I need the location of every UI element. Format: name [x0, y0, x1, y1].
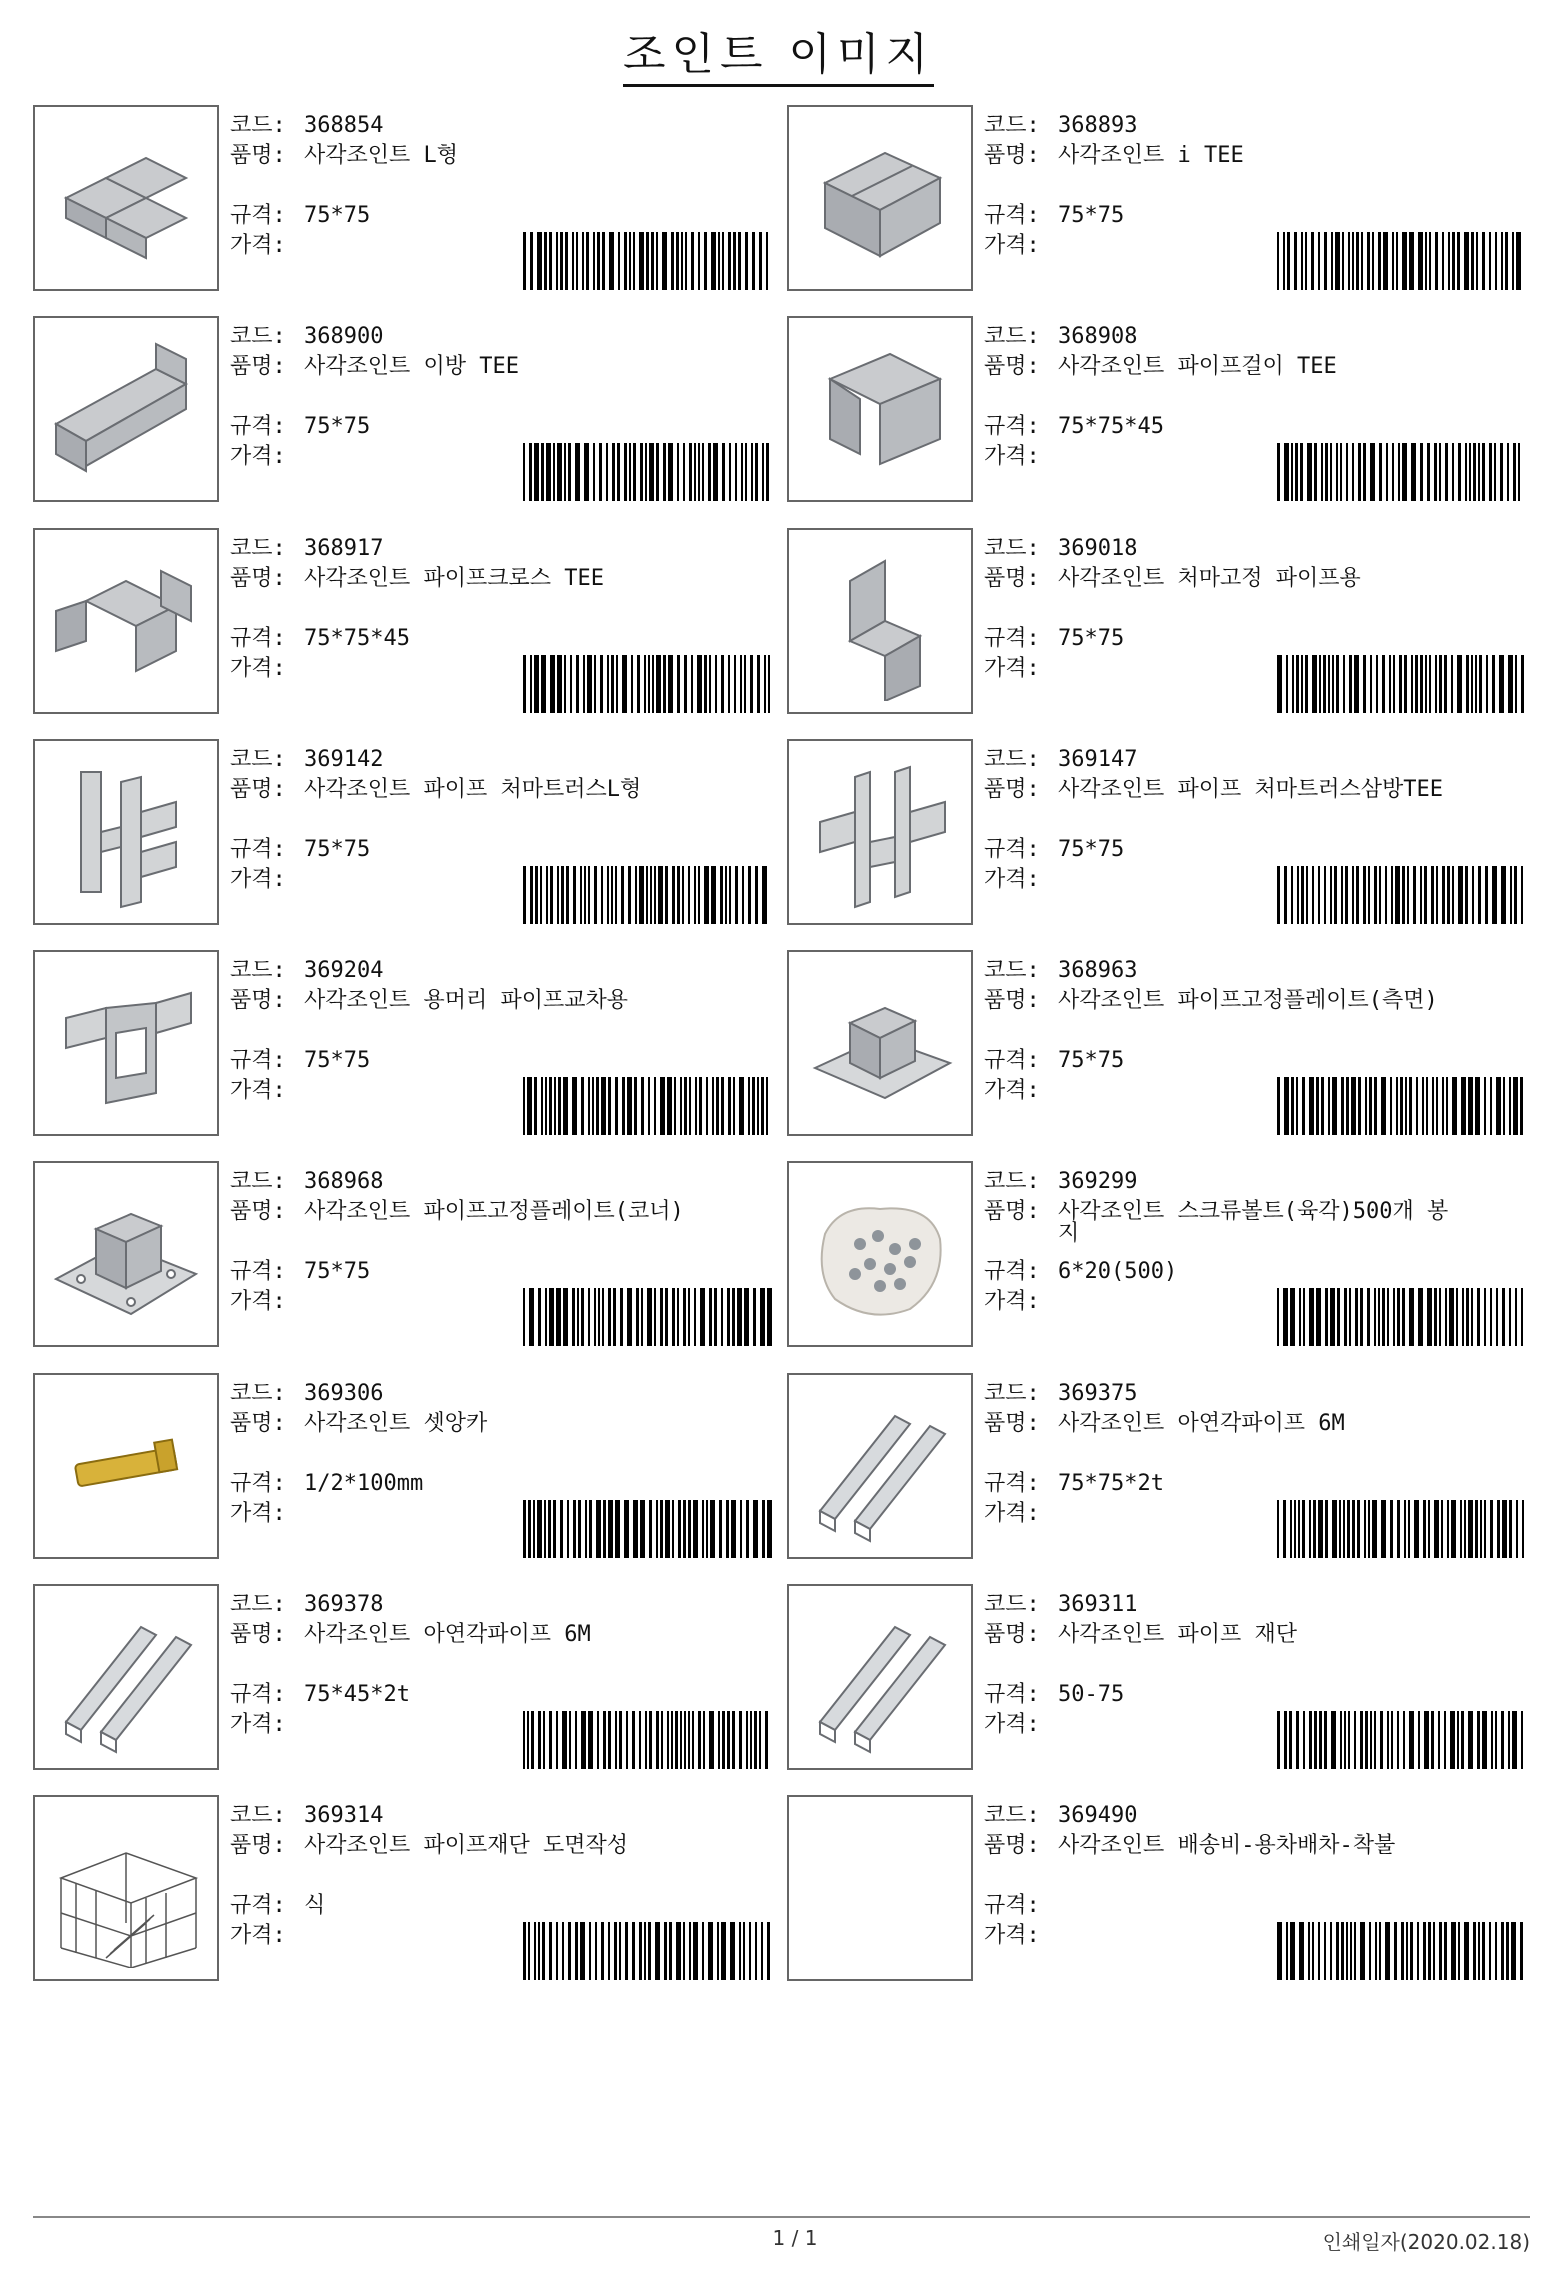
product-card	[33, 105, 787, 316]
product-image	[33, 105, 219, 291]
barcode	[523, 443, 773, 501]
base-plate-corner-icon	[46, 1174, 206, 1334]
spacer	[230, 1227, 770, 1257]
code-row	[984, 1379, 1524, 1409]
product-image	[787, 1795, 973, 1981]
code-label: 코드:	[984, 746, 1040, 772]
price-label: 가격:	[230, 444, 286, 470]
product-card	[33, 1584, 787, 1795]
code-value: 369314	[304, 1803, 384, 1829]
two-way-tee-icon	[46, 329, 206, 489]
code-value: 369311	[1058, 1592, 1138, 1618]
spec-label: 규격:	[984, 1682, 1040, 1708]
code-row	[984, 1590, 1524, 1620]
name-row	[230, 1831, 770, 1861]
code-value: 368908	[1058, 324, 1138, 350]
code-row	[230, 1590, 770, 1620]
spec-label: 규격:	[984, 1893, 1040, 1919]
code-label: 코드:	[230, 958, 286, 984]
name-label: 품명:	[230, 776, 286, 802]
price-label: 가격:	[230, 866, 286, 892]
spec-label: 규격:	[230, 1048, 286, 1074]
spec-label: 규격:	[230, 1259, 286, 1285]
spec-label: 규격:	[984, 414, 1040, 440]
code-row	[984, 322, 1524, 352]
product-card	[787, 316, 1537, 527]
spec-row	[230, 835, 770, 865]
name-row	[984, 352, 1524, 382]
code-label: 코드:	[230, 746, 286, 772]
name-label: 품명:	[230, 143, 286, 168]
price-label: 가격:	[230, 1923, 286, 1949]
spec-value: 75*75*2t	[1058, 1470, 1164, 1496]
indent	[984, 1219, 1058, 1249]
spec-row	[984, 624, 1524, 654]
product-grid	[33, 105, 1538, 2007]
spec-row	[230, 1046, 770, 1076]
code-value: 369204	[304, 958, 384, 984]
square-pipe-icon	[46, 1597, 206, 1757]
name-row	[984, 775, 1524, 805]
page-number: 1 / 1	[772, 2226, 818, 2250]
spec-row	[230, 201, 770, 231]
pipe-cross-tee-icon	[46, 541, 206, 701]
spec-row	[984, 1046, 1524, 1076]
spec-row	[230, 1257, 770, 1287]
barcode	[1277, 232, 1527, 290]
code-label: 코드:	[984, 1592, 1040, 1618]
l-joint-icon	[46, 118, 206, 278]
spacer	[984, 1861, 1524, 1891]
price-label: 가격:	[984, 233, 1040, 258]
ridge-cross-icon	[46, 963, 206, 1123]
name-value: 사각조인트 파이프고정플레이트(측면)	[1058, 988, 1438, 1014]
product-image	[33, 950, 219, 1136]
spec-label: 규격:	[984, 836, 1040, 862]
spec-label: 규격:	[230, 203, 286, 228]
name-label: 품명:	[984, 143, 1040, 168]
spec-row	[230, 624, 770, 654]
name-label: 품명:	[230, 1410, 286, 1436]
product-card	[787, 1584, 1537, 1795]
name-label: 품명:	[984, 354, 1040, 380]
code-label: 코드:	[230, 1380, 286, 1406]
price-label: 가격:	[984, 1712, 1040, 1738]
barcode	[523, 232, 773, 290]
price-label: 가격:	[984, 655, 1040, 681]
spec-row	[984, 835, 1524, 865]
code-row	[230, 534, 770, 564]
spec-label: 규격:	[230, 625, 286, 651]
spec-value: 75*75	[1058, 625, 1125, 651]
name-row	[230, 1197, 770, 1227]
code-value: 368963	[1058, 958, 1138, 984]
spacer	[230, 805, 770, 835]
barcode	[1277, 655, 1527, 713]
spec-value: 식	[304, 1893, 326, 1919]
spec-value: 75*45*2t	[304, 1682, 410, 1708]
barcode	[1277, 443, 1527, 501]
code-value: 368968	[304, 1169, 384, 1195]
barcode	[523, 1500, 773, 1558]
code-label: 코드:	[230, 1169, 286, 1195]
name-row	[984, 1620, 1524, 1650]
spacer	[230, 1861, 770, 1891]
name-value: 사각조인트 파이프 처마트러스L형	[304, 776, 642, 802]
base-plate-side-icon	[800, 963, 960, 1123]
barcode	[523, 655, 773, 713]
price-label: 가격:	[984, 1500, 1040, 1526]
product-card	[787, 1795, 1537, 2006]
product-image	[787, 528, 973, 714]
price-label: 가격:	[984, 444, 1040, 470]
spec-label: 규격:	[230, 1470, 286, 1496]
code-label: 코드:	[230, 324, 286, 350]
code-label: 코드:	[230, 1803, 286, 1829]
screw-bag-icon	[800, 1174, 960, 1334]
product-image	[33, 1373, 219, 1559]
product-card	[33, 528, 787, 739]
code-label: 코드:	[984, 324, 1040, 350]
name-label: 품명:	[230, 1199, 286, 1225]
name-value: 사각조인트 이방 TEE	[304, 354, 519, 380]
spacer	[984, 1439, 1524, 1469]
name-row	[984, 1409, 1524, 1439]
name-row	[230, 564, 770, 594]
name-value: 사각조인트 파이프 처마트러스삼방TEE	[1058, 776, 1444, 802]
product-card	[787, 528, 1537, 739]
product-image	[787, 1584, 973, 1770]
product-card	[33, 1795, 787, 2006]
price-label: 가격:	[230, 655, 286, 681]
spec-row	[984, 201, 1524, 231]
price-label: 가격:	[230, 1712, 286, 1738]
product-image	[787, 316, 973, 502]
spacer	[984, 805, 1524, 835]
code-label: 코드:	[984, 958, 1040, 984]
product-image	[787, 1161, 973, 1347]
code-value: 368854	[304, 113, 384, 138]
price-label: 가격:	[984, 866, 1040, 892]
spec-value: 75*75	[304, 414, 371, 440]
product-image	[787, 1373, 973, 1559]
spacer	[230, 171, 770, 201]
spec-value: 6*20(500)	[1058, 1259, 1178, 1285]
name-value: 사각조인트 파이프고정플레이트(코너)	[304, 1199, 684, 1225]
spec-value: 75*75	[304, 1048, 371, 1074]
product-card	[33, 739, 787, 950]
name-row	[230, 986, 770, 1016]
name-label: 품명:	[230, 354, 286, 380]
spacer	[984, 1249, 1524, 1257]
price-label: 가격:	[230, 233, 286, 258]
spacer	[230, 1439, 770, 1469]
eave-fix-icon	[800, 541, 960, 701]
code-row	[984, 111, 1524, 141]
name-row	[230, 775, 770, 805]
name-label: 품명:	[984, 988, 1040, 1014]
price-label: 가격:	[984, 1289, 1040, 1315]
name-value: 사각조인트 파이프걸이 TEE	[1058, 354, 1337, 380]
code-label: 코드:	[230, 1592, 286, 1618]
spec-row	[984, 412, 1524, 442]
code-row	[230, 1167, 770, 1197]
spec-row	[230, 1469, 770, 1499]
product-card	[787, 950, 1537, 1161]
structure-drawing-icon	[46, 1808, 206, 1968]
name-row	[230, 1409, 770, 1439]
name-value: 사각조인트 용머리 파이프교차용	[304, 988, 629, 1014]
print-date: 인쇄일자(2020.02.18)	[1322, 2230, 1530, 2254]
spec-label: 규격:	[230, 1893, 286, 1919]
barcode	[523, 866, 773, 924]
product-card	[787, 1373, 1537, 1584]
spacer	[984, 1016, 1524, 1046]
product-card	[33, 950, 787, 1161]
name-label: 품명:	[984, 1199, 1040, 1225]
spec-value: 75*75	[1058, 203, 1125, 228]
name-value: 사각조인트 파이프 재단	[1058, 1622, 1298, 1648]
spec-label: 규격:	[984, 1259, 1040, 1285]
name-value: 사각조인트 파이프재단 도면작성	[304, 1833, 629, 1859]
product-image	[787, 739, 973, 925]
code-label: 코드:	[984, 1803, 1040, 1829]
spec-value: 75*75	[1058, 1048, 1125, 1074]
name-label: 품명:	[984, 565, 1040, 591]
code-row	[230, 745, 770, 775]
price-label: 가격:	[230, 1078, 286, 1104]
name-row	[984, 564, 1524, 594]
name-value: 사각조인트 아연각파이프 6M	[1058, 1410, 1345, 1436]
price-label: 가격:	[984, 1078, 1040, 1104]
page-title-text: 조인트 이미지	[623, 29, 934, 87]
code-row	[984, 1801, 1524, 1831]
barcode	[523, 1922, 773, 1980]
spec-row	[230, 1891, 770, 1921]
spec-row	[984, 1469, 1524, 1499]
name-row	[984, 141, 1524, 171]
code-label: 코드:	[984, 1169, 1040, 1195]
name-value: 사각조인트 배송비-용차배차-착불	[1058, 1833, 1396, 1859]
spec-label: 규격:	[984, 1048, 1040, 1074]
code-row	[984, 956, 1524, 986]
price-label: 가격:	[984, 1923, 1040, 1949]
code-row	[230, 111, 770, 141]
barcode	[1277, 1077, 1527, 1135]
anchor-bolt-icon	[46, 1386, 206, 1546]
spec-value: 75*75*45	[304, 625, 410, 651]
name-value: 사각조인트 처마고정 파이프용	[1058, 565, 1361, 591]
square-pipe-icon	[800, 1597, 960, 1757]
barcode	[523, 1077, 773, 1135]
code-row	[230, 1801, 770, 1831]
spacer	[984, 382, 1524, 412]
name-label: 품명:	[984, 776, 1040, 802]
name-value: 사각조인트 아연각파이프 6M	[304, 1622, 591, 1648]
barcode	[1277, 1288, 1527, 1346]
code-value: 369299	[1058, 1169, 1138, 1195]
pipe-hanger-tee-icon	[800, 329, 960, 489]
name-row	[230, 141, 770, 171]
product-image	[33, 1795, 219, 1981]
name-label: 품명:	[984, 1833, 1040, 1859]
product-card	[787, 105, 1537, 316]
code-value: 369018	[1058, 535, 1138, 561]
spec-label: 규격:	[230, 1682, 286, 1708]
product-image	[33, 1161, 219, 1347]
product-image	[33, 528, 219, 714]
spec-label: 규격:	[984, 203, 1040, 228]
name-label: 품명:	[230, 1622, 286, 1648]
code-value: 369306	[304, 1380, 384, 1406]
name-value: 사각조인트 스크류볼트(육각)500개 봉	[1058, 1199, 1449, 1225]
spec-row	[984, 1257, 1524, 1287]
truss-three-way-icon	[800, 752, 960, 912]
code-label: 코드:	[230, 113, 286, 138]
product-image	[33, 316, 219, 502]
code-value: 369378	[304, 1592, 384, 1618]
spec-label: 규격:	[984, 625, 1040, 651]
code-value: 369142	[304, 746, 384, 772]
spacer	[984, 1650, 1524, 1680]
name-row	[984, 1831, 1524, 1861]
name-value: 사각조인트 파이프크로스 TEE	[304, 565, 604, 591]
name-row	[230, 1620, 770, 1650]
name-label: 품명:	[230, 1833, 286, 1859]
truss-l-icon	[46, 752, 206, 912]
code-value: 369490	[1058, 1803, 1138, 1829]
code-label: 코드:	[984, 113, 1040, 138]
name-label: 품명:	[984, 1622, 1040, 1648]
spacer	[984, 171, 1524, 201]
spec-value: 75*75*45	[1058, 414, 1164, 440]
code-row	[230, 322, 770, 352]
code-label: 코드:	[984, 1380, 1040, 1406]
product-image	[787, 105, 973, 291]
name-label: 품명:	[230, 988, 286, 1014]
i-tee-icon	[800, 118, 960, 278]
spacer	[230, 1650, 770, 1680]
barcode	[1277, 1500, 1527, 1558]
barcode	[1277, 866, 1527, 924]
spacer	[230, 1016, 770, 1046]
spec-value: 75*75	[304, 203, 371, 228]
product-card	[33, 1161, 787, 1372]
product-card	[787, 1161, 1537, 1372]
spec-label: 규격:	[230, 836, 286, 862]
spec-label: 규격:	[230, 414, 286, 440]
spec-value: 75*75	[304, 836, 371, 862]
footer-divider	[33, 2216, 1530, 2218]
code-label: 코드:	[230, 535, 286, 561]
code-label: 코드:	[984, 535, 1040, 561]
spec-value: 75*75	[1058, 836, 1125, 862]
barcode	[1277, 1711, 1527, 1769]
code-row	[984, 1167, 1524, 1197]
spec-value: 75*75	[304, 1259, 371, 1285]
name-value: 사각조인트 셋앙카	[304, 1410, 488, 1436]
spec-value: 50-75	[1058, 1682, 1125, 1708]
barcode	[1277, 1922, 1527, 1980]
product-card	[33, 1373, 787, 1584]
code-value: 369375	[1058, 1380, 1138, 1406]
spec-row	[984, 1680, 1524, 1710]
code-value: 368893	[1058, 113, 1138, 138]
product-card	[787, 739, 1537, 950]
name-value: 사각조인트 i TEE	[1058, 143, 1244, 168]
spec-label: 규격:	[984, 1470, 1040, 1496]
product-image	[33, 739, 219, 925]
code-row	[230, 956, 770, 986]
product-image	[33, 1584, 219, 1770]
name-value: 사각조인트 L형	[304, 143, 459, 168]
price-label: 가격:	[230, 1500, 286, 1526]
square-pipe-icon	[800, 1386, 960, 1546]
product-image	[787, 950, 973, 1136]
name-row	[984, 986, 1524, 1016]
code-row	[984, 745, 1524, 775]
barcode	[523, 1288, 773, 1346]
code-row	[984, 534, 1524, 564]
code-value: 368900	[304, 324, 384, 350]
name-label: 품명:	[230, 565, 286, 591]
spec-row	[230, 1680, 770, 1710]
barcode	[523, 1711, 773, 1769]
name-continuation: 지	[1058, 1221, 1080, 1247]
page-title	[0, 18, 1557, 82]
name-label: 품명:	[984, 1410, 1040, 1436]
name-row	[230, 352, 770, 382]
spec-row	[230, 412, 770, 442]
spacer	[230, 382, 770, 412]
code-value: 369147	[1058, 746, 1138, 772]
price-label: 가격:	[230, 1289, 286, 1315]
spec-row	[984, 1891, 1524, 1921]
code-row	[230, 1379, 770, 1409]
spec-value: 1/2*100mm	[304, 1470, 424, 1496]
code-value: 368917	[304, 535, 384, 561]
spacer	[984, 594, 1524, 624]
product-card	[33, 316, 787, 527]
spacer	[230, 594, 770, 624]
